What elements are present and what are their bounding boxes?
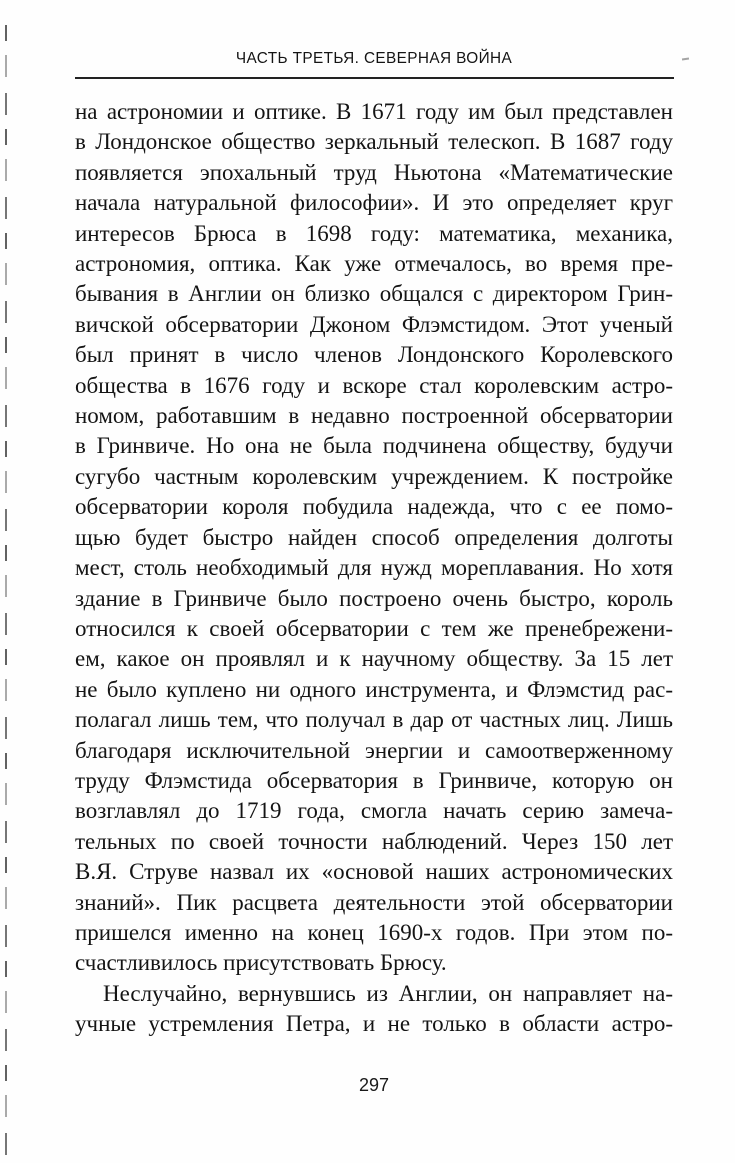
running-header: ЧАСТЬ ТРЕТЬЯ. СЕВЕРНАЯ ВОЙНА: [235, 50, 513, 67]
text-line: появляется эпохальный труд Ньютона «Математические: [75, 159, 673, 185]
text-line: Неслучайно, вернувшись из Англии, он направляет на-: [103, 980, 673, 1006]
page-edge-scan-artifact: [5, 25, 7, 1155]
text-line: вичской обсерватории Джоном Флэмстидом. Этот ученый: [75, 311, 673, 337]
text-line: сугубо частным королевским учреждением. К постройке: [75, 463, 673, 489]
text-line: начала натуральной философии». И это определяет круг: [75, 190, 673, 216]
text-line: счастливилось присутствовать Брюсу.: [75, 950, 447, 976]
text-line: знаний». Пик расцвета деятельности этой обсерватории: [75, 889, 673, 915]
text-line: благодаря исключительной энергии и самоотверженному: [75, 737, 673, 763]
text-line: общества в 1676 году и вскоре стал королевским астро-: [75, 372, 673, 398]
text-line: тельных по своей точности наблюдений. Через 150 лет: [75, 828, 673, 854]
text-line: номом, работавшим в недавно построенной обсерватории: [75, 403, 673, 429]
text-line: на астрономии и оптике. В 1671 году им был представлен: [75, 99, 673, 124]
text-line: В.Я. Струве назвал их «основой наших астрономических: [75, 859, 673, 885]
text-line: обсерватории короля побудила надежда, что с ее помо-: [75, 494, 673, 520]
text-line: интересов Брюса в 1698 году: математика, механика,: [75, 220, 673, 246]
text-line: труду Флэмстида обсерватория в Гринвиче, которую он: [75, 767, 673, 793]
text-line: мест, столь необходимый для нужд мореплавания. Но хотя: [75, 555, 673, 581]
text-line: учные устремления Петра, и не только в области астро-: [75, 1011, 673, 1037]
text-line: полагал лишь тем, что получал в дар от частных лиц. Лишь: [75, 707, 673, 733]
text-line: бывания в Англии он близко общался с директором Грин-: [75, 281, 673, 307]
text-line: возглавлял до 1719 года, смогла начать серию замеча-: [75, 798, 673, 824]
text-line: пришелся именно на конец 1690-х годов. При этом по-: [75, 919, 673, 945]
text-line: не было куплено ни одного инструмента, и Флэмстид рас-: [75, 676, 673, 702]
text-line: здание в Гринвиче было построено очень быстро, король: [75, 585, 673, 611]
text-line: ем, какое он проявлял и к научному обществу. За 15 лет: [75, 646, 673, 672]
text-line: астрономия, оптика. Как уже отмечалось, во время пре-: [75, 251, 673, 277]
header-rule: [75, 77, 674, 79]
text-line: был принят в число членов Лондонского Королевского: [75, 342, 673, 368]
body-text: [75, 97, 673, 1040]
text-line: в Гринвиче. Но она не была подчинена обществу, будучи: [75, 433, 673, 459]
text-line: относился к своей обсерватории с тем же пренебрежени-: [75, 615, 673, 641]
corner-scan-artifact: [682, 58, 689, 61]
text-line: в Лондонское общество зеркальный телескоп. В 1687 году: [75, 129, 673, 155]
text-line: щью будет быстро найден способ определения долготы: [75, 524, 673, 550]
page-number: 297: [358, 1075, 390, 1095]
